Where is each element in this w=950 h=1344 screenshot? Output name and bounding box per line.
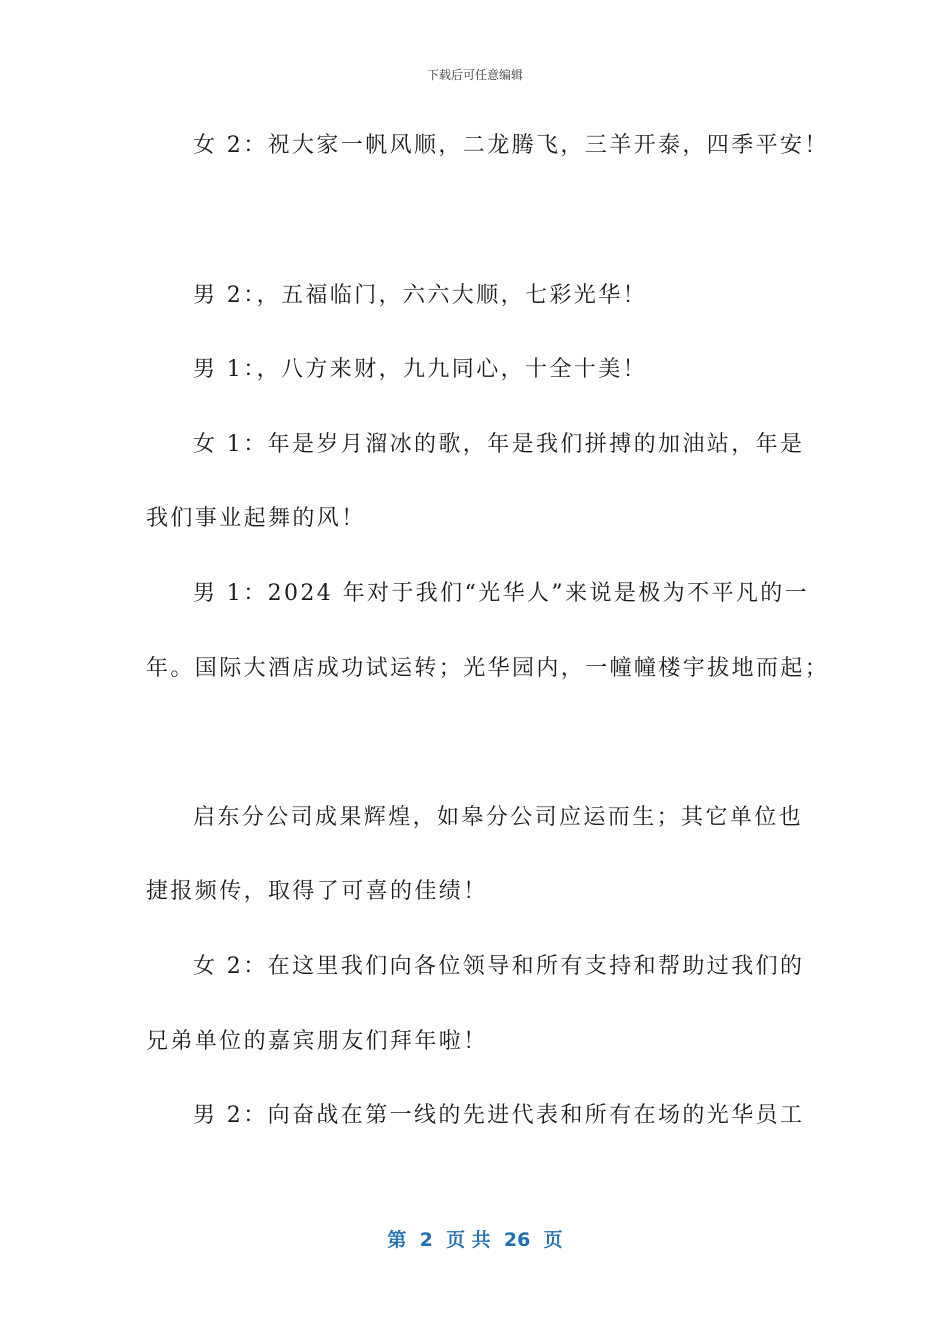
paragraph-line: 兄弟单位的嘉宾朋友们拜年啦！ [146,1029,488,1054]
paragraph-line: 男 1：，八方来财，九九同心，十全十美！ [193,357,647,382]
paragraph-line: 我们事业起舞的风！ [146,506,366,531]
paragraph-line: 女 2：在这里我们向各位领导和所有支持和帮助过我们的 [193,954,805,979]
paragraph-line: 男 2：，五福临门，六六大顺，七彩光华！ [193,283,647,308]
paragraph-line: 年。国际大酒店成功试运转；光华园内，一幢幢楼宇拔地而起； [146,656,830,681]
paragraph-line: 捷报频传，取得了可喜的佳绩！ [146,879,488,904]
header-note: 下载后可任意编辑 [426,68,523,82]
paragraph-line: 女 1：年是岁月溜冰的歌，年是我们拼搏的加油站，年是 [193,432,805,457]
paragraph-line: 女 2：祝大家一帆风顺，二龙腾飞，三羊开泰，四季平安！ [193,133,829,158]
paragraph-line: 启东分公司成果辉煌，如皋分公司应运而生；其它单位也 [193,805,804,830]
page-number-footer: 第 2 页 共 26 页 [387,1229,563,1251]
paragraph-line: 男 1：2024 年对于我们“光华人”来说是极为不平凡的一 [193,581,810,606]
paragraph-line: 男 2：向奋战在第一线的先进代表和所有在场的光华员工 [193,1103,805,1128]
